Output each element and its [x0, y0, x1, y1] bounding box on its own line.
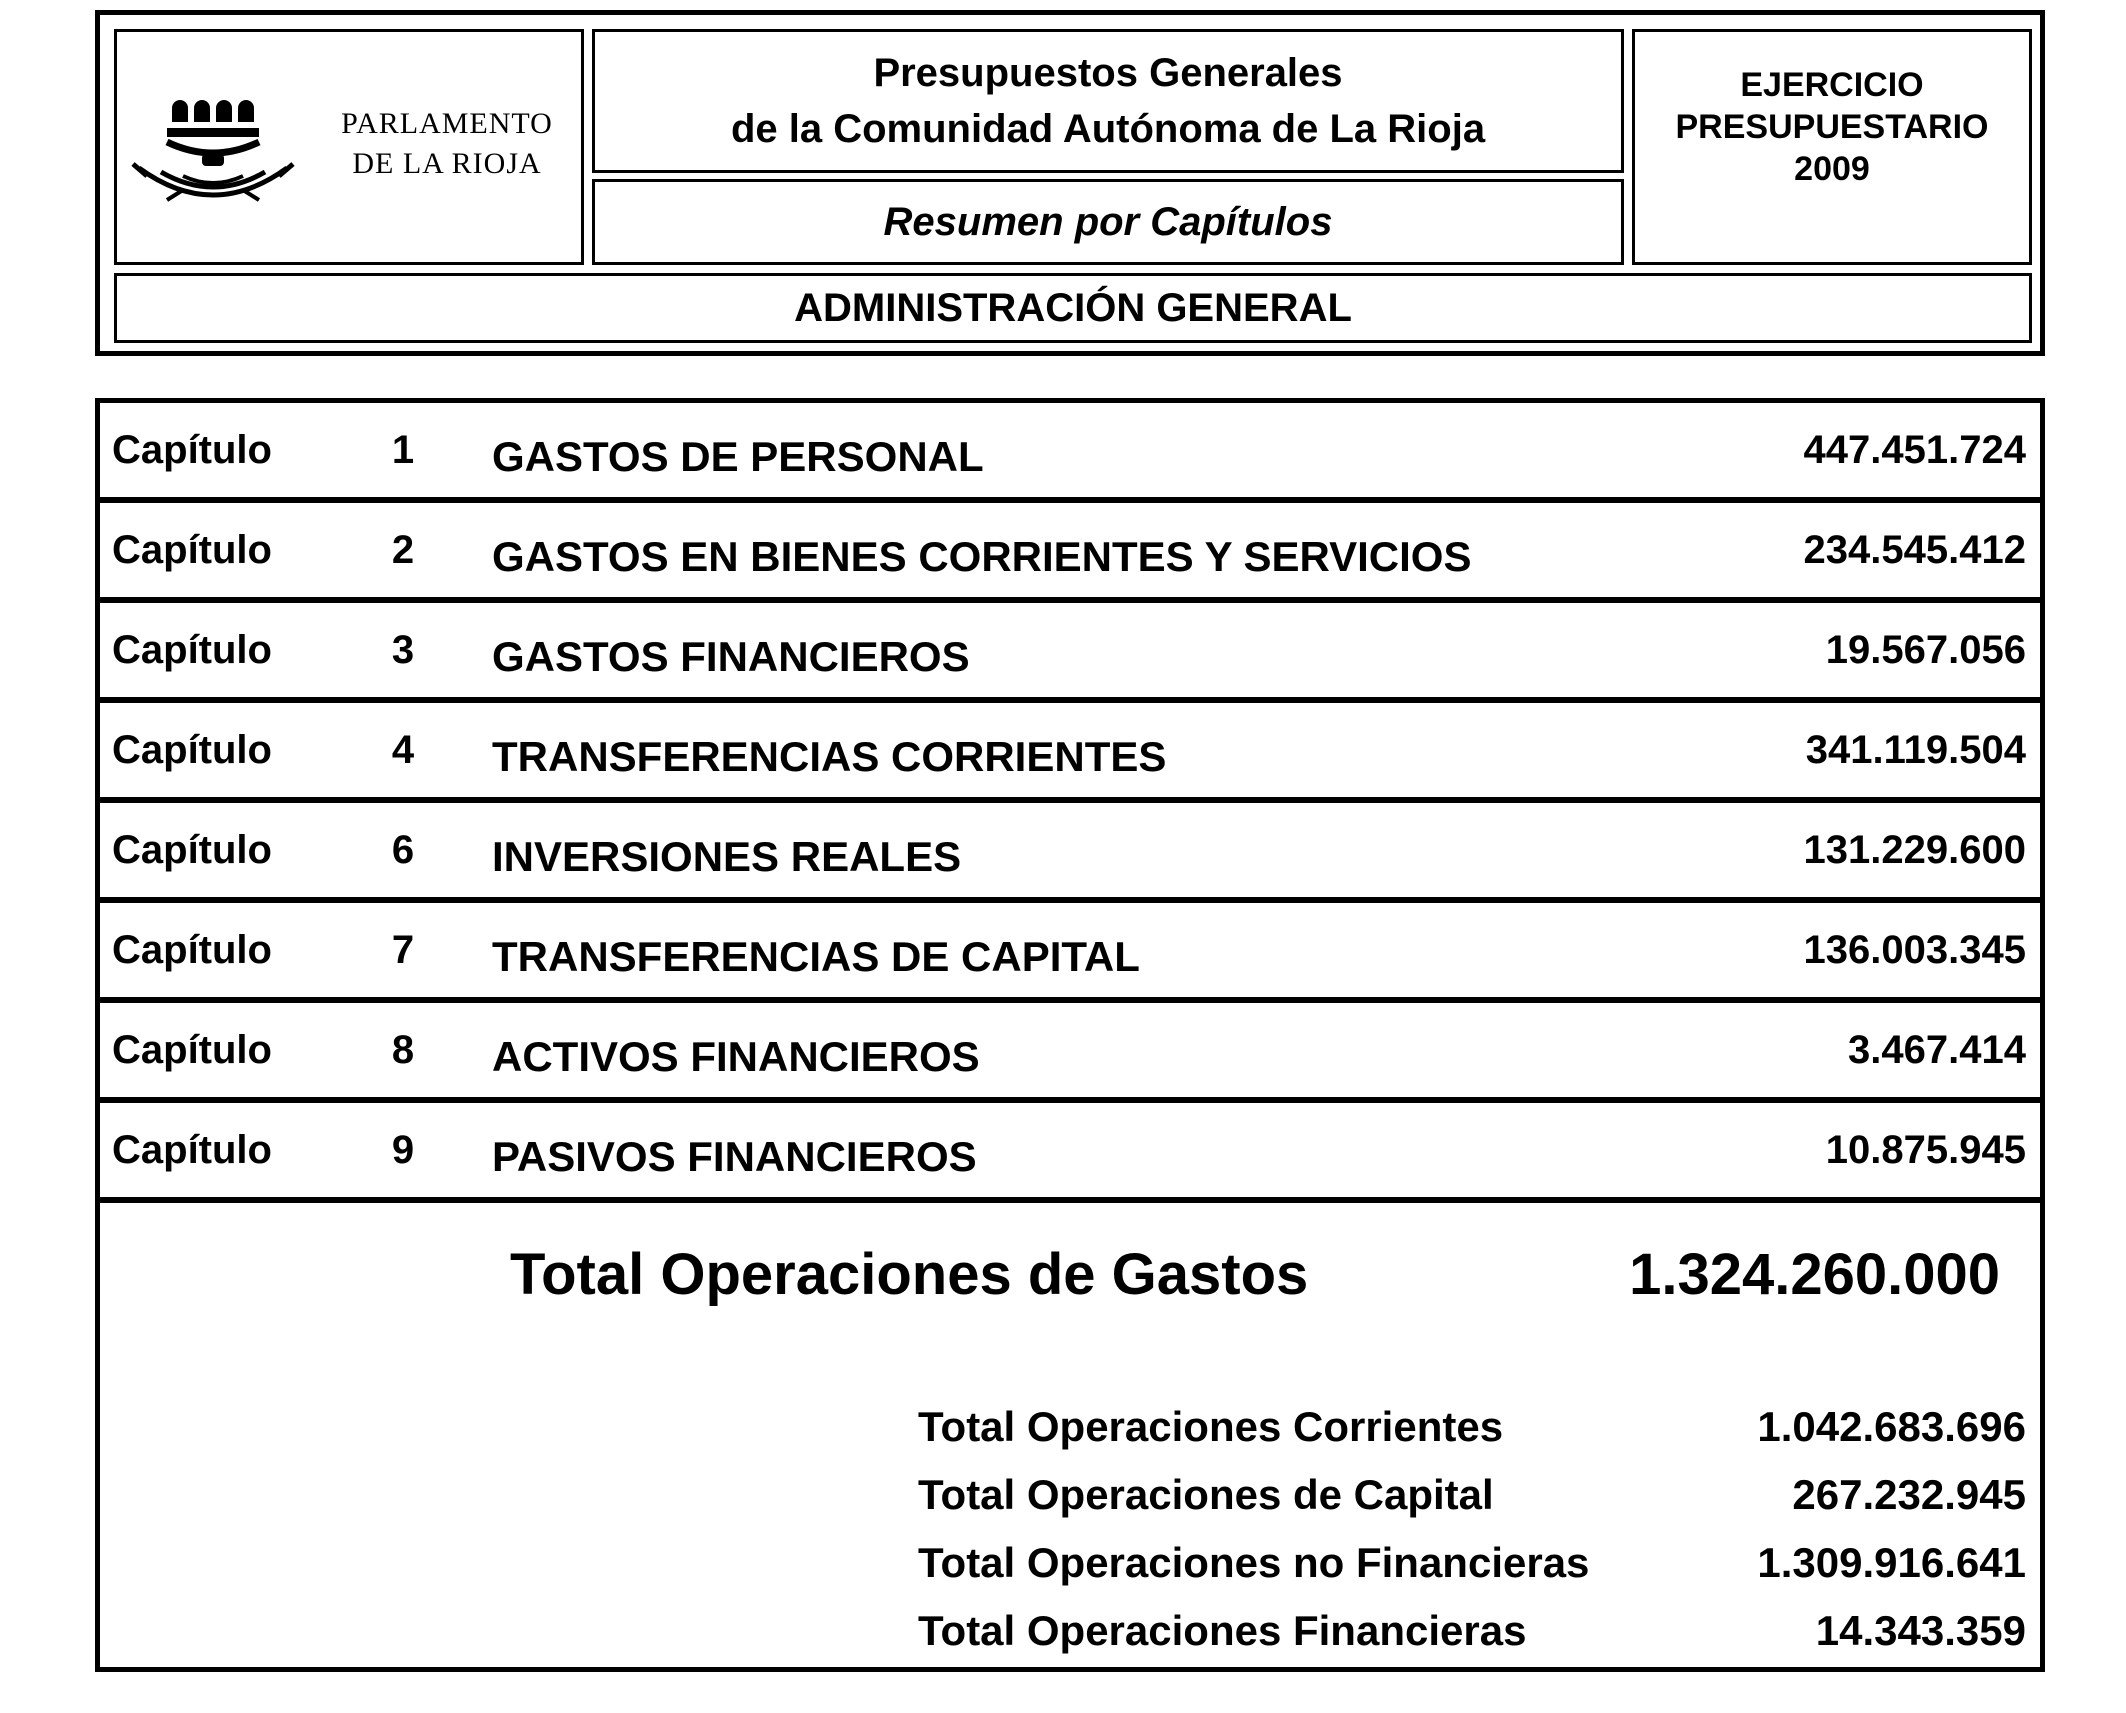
chapter-description: TRANSFERENCIAS CORRIENTES [492, 733, 1167, 780]
table-row [100, 803, 2040, 903]
table-row [100, 603, 2040, 703]
chapter-amount: 234.545.412 [1803, 528, 2026, 572]
chapter-number: 9 [391, 1128, 415, 1172]
chapter-amount: 19.567.056 [1825, 628, 2026, 672]
chapter-number: 8 [391, 1028, 415, 1072]
chapter-description: GASTOS DE PERSONAL [492, 433, 984, 480]
fiscal-year-line-2: PRESUPUESTARIO [1675, 108, 1989, 146]
subtotal-row [100, 1607, 2040, 1667]
fiscal-year-box [1632, 29, 2032, 265]
chapters-table [95, 398, 2045, 1672]
table-row [100, 403, 2040, 503]
table-row [100, 903, 2040, 1003]
title-line-1: Presupuestos Generales [873, 51, 1343, 95]
chapter-amount: 131.229.600 [1803, 828, 2026, 872]
chapter-number: 1 [391, 428, 415, 472]
subtotal-row [100, 1471, 2040, 1531]
chapter-label: Capítulo [112, 928, 272, 972]
chapter-label: Capítulo [112, 828, 272, 872]
subtotal-label: Total Operaciones Corrientes [918, 1403, 1504, 1450]
subtotal-value: 1.309.916.641 [1757, 1539, 2026, 1586]
fiscal-year-line-1: EJERCICIO [1740, 66, 1924, 104]
subtotal-value: 14.343.359 [1815, 1607, 2026, 1654]
chapter-number: 2 [391, 528, 415, 572]
logo-box [114, 29, 584, 265]
parliament-emblem-icon [127, 72, 317, 222]
document-title [592, 29, 1624, 173]
chapter-label: Capítulo [112, 628, 272, 672]
chapter-description: GASTOS FINANCIEROS [492, 633, 970, 680]
subtotal-label: Total Operaciones no Financieras [918, 1539, 1590, 1586]
chapter-number: 7 [391, 928, 415, 972]
subtotal-label: Total Operaciones de Capital [918, 1471, 1494, 1518]
chapter-amount: 341.119.504 [1805, 728, 2026, 772]
subtotal-value: 1.042.683.696 [1757, 1403, 2026, 1450]
parliament-name [327, 104, 567, 184]
parliament-name-line2: DE LA RIOJA [352, 147, 542, 180]
table-row [100, 1103, 2040, 1203]
title-line-2: de la Comunidad Autónoma de La Rioja [730, 107, 1486, 151]
fiscal-year-value: 2009 [1794, 150, 1870, 188]
chapter-amount: 3.467.414 [1848, 1028, 2026, 1072]
document-header [95, 10, 2045, 356]
chapter-amount: 10.875.945 [1825, 1128, 2026, 1172]
chapter-description: ACTIVOS FINANCIEROS [492, 1033, 980, 1080]
chapter-amount: 447.451.724 [1803, 428, 2026, 472]
total-expenses-value: 1.324.260.000 [1629, 1242, 2000, 1307]
subtotal-row [100, 1403, 2040, 1463]
section-title: ADMINISTRACIÓN GENERAL [114, 273, 2032, 343]
chapter-amount: 136.003.345 [1803, 928, 2026, 972]
chapter-number: 6 [391, 828, 415, 872]
chapter-label: Capítulo [112, 728, 272, 772]
chapter-number: 4 [391, 728, 415, 772]
chapter-description: PASIVOS FINANCIEROS [492, 1133, 977, 1180]
chapter-label: Capítulo [112, 1128, 272, 1172]
chapter-description: GASTOS EN BIENES CORRIENTES Y SERVICIOS [492, 533, 1472, 580]
parliament-name-line1: PARLAMENTO [341, 107, 553, 140]
subtotal-label: Total Operaciones Financieras [918, 1607, 1527, 1654]
table-row [100, 503, 2040, 603]
chapter-label: Capítulo [112, 1028, 272, 1072]
chapter-label: Capítulo [112, 528, 272, 572]
subtotal-value: 267.232.945 [1792, 1471, 2026, 1518]
subtotal-row [100, 1539, 2040, 1599]
chapter-label: Capítulo [112, 428, 272, 472]
chapter-description: INVERSIONES REALES [492, 833, 962, 880]
document-subtitle: Resumen por Capítulos [592, 179, 1624, 265]
table-row [100, 703, 2040, 803]
chapter-number: 3 [391, 628, 415, 672]
chapter-description: TRANSFERENCIAS DE CAPITAL [492, 933, 1140, 980]
table-row [100, 1003, 2040, 1103]
total-expenses-label: Total Operaciones de Gastos [510, 1242, 1309, 1307]
